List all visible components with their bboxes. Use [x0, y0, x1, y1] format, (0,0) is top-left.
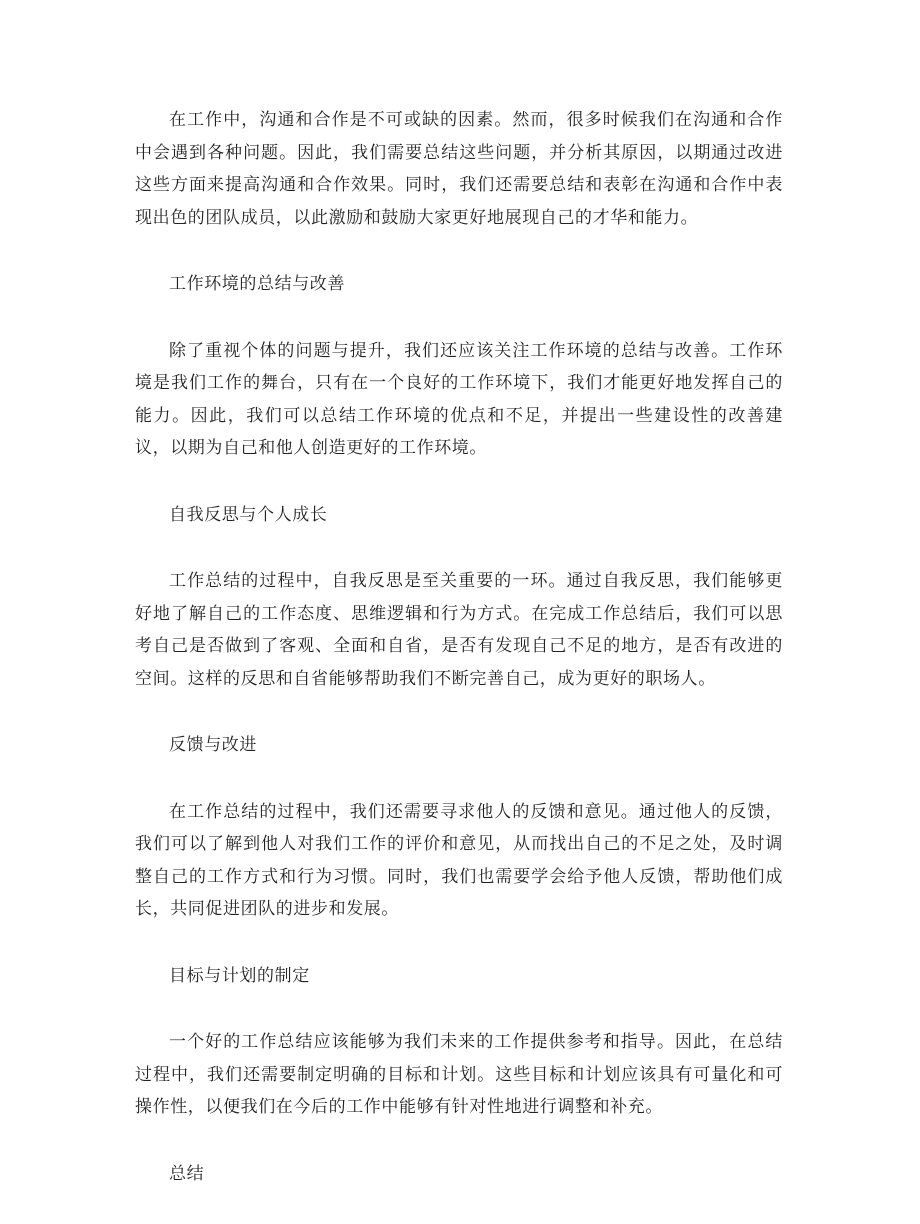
- document-body: [135, 104, 783, 1224]
- paragraph-communication: 在工作中，沟通和合作是不可或缺的因素。然而，很多时候我们在沟通和合作中会遇到各种问题。因此，我们需要总结这些问题，并分析其原因，以期通过改进这些方面来提高沟通和合作效果。同时，我们还需要总结和表彰在沟通和合作中表现出色的团队成员，以此激励和鼓励大家更好地展现自己的才华和能力。: [135, 110, 783, 228]
- heading-self-reflection: 自我反思与个人成长: [169, 504, 328, 525]
- paragraph-self-reflection: 工作总结的过程中，自我反思是至关重要的一环。通过自我反思，我们能够更好地了解自己的工作态度、思维逻辑和行为方式。在完成工作总结后，我们可以思考自己是否做到了客观、全面和自省，是否有发现自己不足的地方，是否有改进的空间。这样的反思和自省能够帮助我们不断完善自己，成为更好的职场人。: [135, 571, 783, 689]
- heading-summary: 总结: [169, 1163, 205, 1184]
- heading-work-environment: 工作环境的总结与改善: [169, 274, 345, 294]
- paragraph-work-environment: 除了重视个体的问题与提升，我们还应该关注工作环境的总结与改善。工作环境是我们工作的舞台，只有在一个良好的工作环境下，我们才能更好地发挥自己的能力。因此，我们可以总结工作环境的优点和不足，并提出一些建设性的改善建议，以期为自己和他人创造更好的工作环境。: [135, 340, 783, 458]
- heading-feedback: 反馈与改进: [169, 735, 257, 755]
- paragraph-goals-plans: 一个好的工作总结应该能够为我们未来的工作提供参考和指导。因此，在总结过程中，我们还需要制定明确的目标和计划。这些目标和计划应该具有可量化和可操作性，以便我们在今后的工作中能够有针对性地进行调整和补充。: [135, 1032, 783, 1117]
- paragraph-feedback: 在工作总结的过程中，我们还需要寻求他人的反馈和意见。通过他人的反馈，我们可以了解到他人对我们工作的评价和意见，从而找出自己的不足之处，及时调整自己的工作方式和行为习惯。同时，我们也需要学会给予他人反馈，帮助他们成长，共同促进团队的进步和发展。: [135, 801, 783, 919]
- heading-goals-plans: 目标与计划的制定: [169, 965, 310, 986]
